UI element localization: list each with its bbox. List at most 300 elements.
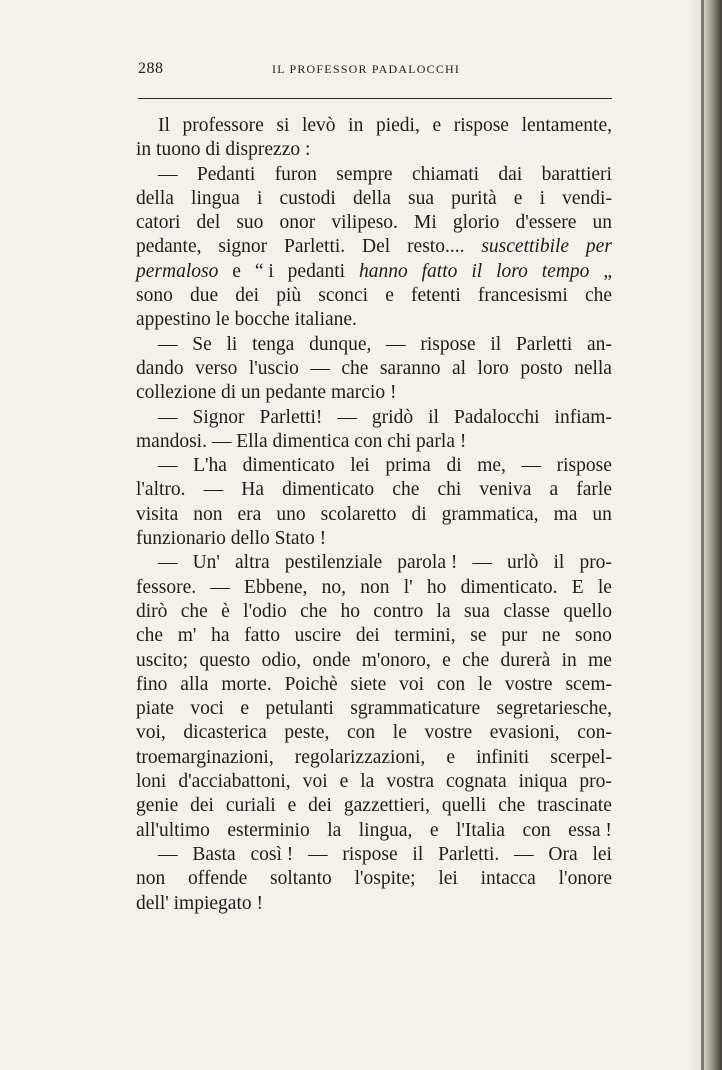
word: —	[211, 430, 232, 452]
word: che	[136, 625, 164, 647]
text-line	[136, 308, 612, 332]
word: fessore.	[136, 576, 197, 598]
word: —	[386, 333, 406, 355]
word: Parletti.	[283, 236, 346, 258]
word: peste,	[284, 722, 330, 744]
word: barattieri	[541, 163, 612, 185]
word: trascinate	[537, 795, 612, 817]
word: con	[522, 819, 551, 841]
word: Poichè	[284, 673, 338, 695]
word: ne	[541, 625, 561, 647]
page-header	[138, 60, 612, 84]
word: urlò	[507, 552, 539, 574]
word: scerpel-	[550, 746, 612, 768]
word: sempre	[336, 163, 393, 185]
text-line	[136, 843, 612, 867]
word: —	[472, 552, 492, 574]
word: purità	[451, 187, 497, 209]
word: fatto	[421, 260, 458, 282]
word: troemarginazioni,	[136, 746, 274, 768]
word: no,	[321, 576, 346, 598]
word: chiamati	[411, 163, 480, 185]
word: onde	[312, 649, 351, 671]
word: levò	[301, 115, 336, 136]
word: dirò	[136, 600, 168, 622]
word: pedanti	[287, 260, 346, 282]
word: e	[432, 115, 442, 136]
word: Signor	[192, 406, 245, 428]
word: dei	[235, 285, 260, 307]
word: dimenticato	[242, 455, 335, 477]
word: —	[337, 406, 357, 428]
word: le	[215, 309, 230, 331]
word: —	[203, 479, 224, 501]
word: in	[348, 115, 364, 136]
text-line	[136, 551, 612, 575]
word: è	[221, 600, 230, 622]
word: italiane.	[294, 309, 357, 331]
word: le	[392, 722, 407, 744]
word: d'essere	[515, 212, 577, 234]
word: sconci	[318, 285, 369, 307]
page-number: 288	[138, 60, 164, 77]
word: vilipeso.	[331, 212, 398, 234]
word: chi	[437, 479, 462, 501]
word: durerà	[500, 649, 551, 671]
word: e	[232, 260, 241, 282]
word: iniqua	[518, 771, 568, 793]
word: dei	[190, 795, 214, 817]
word: Un'	[192, 552, 220, 574]
text-line	[136, 430, 612, 454]
word: offende	[188, 868, 248, 890]
text-line	[136, 770, 612, 794]
word: gazzettieri,	[343, 795, 430, 817]
word: infiniti	[476, 746, 530, 768]
word: loro	[496, 260, 528, 282]
word: uscire	[294, 625, 342, 647]
word: Ella	[236, 430, 268, 452]
word: non	[193, 503, 223, 525]
word: L'ha	[193, 455, 227, 477]
word: Basta	[192, 843, 236, 865]
word: rispose	[453, 115, 509, 136]
word: pro-	[579, 552, 612, 574]
word: uscito;	[136, 649, 188, 671]
word: —	[210, 576, 230, 598]
word: dimenticato.	[460, 576, 558, 598]
word: essa !	[568, 819, 612, 841]
word: —	[158, 406, 178, 428]
word: segretariesche,	[496, 698, 612, 720]
word: Parletti!	[259, 406, 323, 428]
word: —	[158, 455, 178, 477]
word: pedante	[265, 382, 327, 404]
word: dello	[230, 528, 270, 550]
word: Parletti.	[438, 843, 500, 865]
word: per	[585, 236, 612, 258]
word: un	[592, 503, 612, 525]
word: che	[300, 600, 328, 622]
word: voi	[399, 673, 425, 695]
word: ho	[426, 576, 447, 598]
word: a	[549, 479, 559, 501]
word: pedante,	[136, 236, 202, 258]
word: soltanto	[270, 868, 332, 890]
word: che	[392, 479, 420, 501]
word: termini,	[394, 625, 456, 647]
word: Ha	[241, 479, 265, 501]
word: fetenti	[410, 285, 461, 307]
word: me	[588, 649, 612, 671]
body-text	[136, 114, 612, 916]
word: della	[136, 187, 174, 209]
word: hanno	[358, 260, 408, 282]
word: professore	[182, 115, 264, 136]
text-line	[136, 114, 612, 138]
word: disprezzo :	[225, 139, 311, 161]
word: sua	[408, 187, 435, 209]
word: che	[498, 795, 526, 817]
word: Del	[362, 236, 391, 258]
text-line	[136, 892, 612, 916]
text-line	[136, 697, 612, 721]
word: fino	[136, 673, 168, 695]
word: vostre	[424, 722, 473, 744]
word: che	[180, 600, 208, 622]
text-line	[136, 527, 612, 551]
word: m'onoro,	[361, 649, 431, 671]
word: i	[539, 187, 546, 209]
word: pestilenziale	[284, 552, 383, 574]
word: con	[354, 430, 383, 452]
text-line	[136, 211, 612, 235]
text-line	[136, 746, 612, 770]
text-line	[136, 260, 612, 284]
word: onor	[279, 212, 316, 234]
word: e	[446, 746, 455, 768]
word: dai	[498, 163, 523, 185]
word: le	[477, 673, 493, 695]
word: lingua,	[358, 819, 413, 841]
word: Ebbene,	[244, 576, 308, 598]
text-line	[136, 503, 612, 527]
word: il	[471, 260, 483, 282]
word: Padalocchi	[453, 406, 540, 428]
word: si	[276, 115, 290, 136]
word: quelli	[441, 795, 487, 817]
word: di	[221, 382, 237, 404]
word: gridò	[371, 406, 414, 428]
word: della	[352, 187, 391, 209]
word: appestino	[136, 309, 211, 331]
word: con	[347, 722, 376, 744]
word: —	[514, 843, 534, 865]
word: cognata	[446, 771, 507, 793]
word: due	[189, 285, 219, 307]
word: odio,	[261, 649, 302, 671]
word: al	[451, 357, 467, 379]
word: voi	[302, 771, 328, 793]
word: —	[158, 333, 178, 355]
text-line	[136, 624, 612, 648]
word: sgrammaticature	[350, 698, 481, 720]
word: e	[240, 698, 250, 720]
word: loro	[477, 357, 509, 379]
word: funzionario	[136, 528, 226, 550]
word: la	[327, 819, 342, 841]
word: saranno	[379, 357, 441, 379]
word: voi,	[136, 722, 166, 744]
word: fatto	[244, 625, 280, 647]
word: morte.	[221, 673, 272, 695]
word: vostre	[504, 673, 553, 695]
word: verso	[195, 357, 238, 379]
word: rispose	[556, 455, 612, 477]
word: rispose	[420, 333, 476, 355]
word: sua	[463, 600, 490, 622]
word: Il	[158, 115, 170, 136]
word: francesismi	[477, 285, 568, 307]
text-line	[136, 600, 612, 624]
word: l'onore	[558, 868, 612, 890]
text-line	[136, 333, 612, 357]
word: lentamente,	[521, 115, 612, 136]
word: che	[584, 285, 612, 307]
text-line	[136, 454, 612, 478]
word: chi	[387, 430, 412, 452]
word: non	[136, 868, 166, 890]
word: l'	[403, 576, 413, 598]
word: alla	[180, 673, 209, 695]
word: E	[571, 576, 584, 598]
word: era	[237, 503, 262, 525]
text-line	[136, 867, 612, 891]
word: dunque,	[309, 333, 372, 355]
word: infiam-	[554, 406, 612, 428]
text-line	[136, 284, 612, 308]
word: voci	[190, 698, 224, 720]
word: l'altro.	[136, 479, 186, 501]
word: con	[436, 673, 466, 695]
text-line	[136, 576, 612, 600]
word: l'uscio	[248, 357, 299, 379]
word: pro-	[579, 771, 612, 793]
word: esterminio	[227, 819, 310, 841]
word: l'odio	[243, 600, 287, 622]
word: marcio !	[330, 382, 397, 404]
word: suo	[236, 212, 264, 234]
word: tenga	[252, 333, 295, 355]
word: che	[462, 649, 490, 671]
word: „	[603, 260, 612, 282]
word: impiegato !	[173, 892, 263, 914]
word: parla !	[416, 430, 467, 452]
word: Stato !	[274, 528, 327, 550]
word: intacca	[480, 868, 536, 890]
word: all'ultimo	[136, 819, 210, 841]
text-line	[136, 673, 612, 697]
word: dei	[355, 625, 380, 647]
word: rispose	[342, 843, 398, 865]
word: dimenticato	[282, 479, 375, 501]
word: m'	[177, 625, 197, 647]
word: ma	[553, 503, 578, 525]
word: pur	[501, 625, 528, 647]
word: e	[513, 187, 523, 209]
word: ha	[211, 625, 230, 647]
word: il	[412, 843, 424, 865]
text-line	[136, 819, 612, 843]
word: collezione	[136, 382, 217, 404]
word: quello	[563, 600, 612, 622]
word: parola !	[397, 552, 458, 574]
word: lingua	[191, 187, 240, 209]
word: vostra	[386, 771, 434, 793]
word: lei	[592, 843, 612, 865]
word: sono	[575, 625, 612, 647]
word: farle	[576, 479, 612, 501]
word: piedi,	[375, 115, 420, 136]
word: Se	[192, 333, 212, 355]
word: mandosi.	[136, 430, 207, 452]
word: piate	[136, 698, 174, 720]
word: l'ospite;	[354, 868, 416, 890]
word: —	[158, 843, 178, 865]
word: prima	[385, 455, 431, 477]
word: dell'	[136, 892, 169, 914]
word: dicasterica	[183, 722, 267, 744]
text-line	[136, 381, 612, 405]
word: e	[339, 771, 349, 793]
word: questo	[199, 649, 251, 671]
word: dando	[136, 357, 184, 379]
text-line	[136, 357, 612, 381]
word: e	[442, 649, 451, 671]
word: curiali	[225, 795, 276, 817]
text-line	[136, 406, 612, 430]
word: petulanti	[265, 698, 334, 720]
word: scem-	[565, 673, 612, 695]
word: suscettibile	[481, 236, 570, 258]
word: e	[287, 795, 297, 817]
word: —	[521, 455, 542, 477]
word: vendi-	[562, 187, 612, 209]
word: ho	[340, 600, 361, 622]
word: Pedanti	[196, 163, 256, 185]
word: la	[360, 771, 375, 793]
text-line	[136, 187, 612, 211]
word: grammatica,	[441, 503, 539, 525]
word: e	[385, 285, 394, 307]
word: —	[158, 552, 178, 574]
word: sono	[136, 285, 173, 307]
word: con-	[577, 722, 612, 744]
text-line	[136, 235, 612, 259]
word: genie	[136, 795, 179, 817]
word: dei	[308, 795, 332, 817]
word: an-	[587, 333, 612, 355]
word: uno	[276, 503, 306, 525]
word: lei	[350, 455, 370, 477]
word: le	[597, 576, 612, 598]
word: altra	[235, 552, 270, 574]
word: scolaretto	[320, 503, 397, 525]
word: loni	[136, 771, 167, 793]
word: furon	[274, 163, 317, 185]
text-line	[136, 163, 612, 187]
word: tuono	[156, 139, 201, 161]
word: d'acciabattoni,	[178, 771, 291, 793]
word: siete	[350, 673, 387, 695]
word: lei	[438, 868, 458, 890]
word: la	[436, 600, 451, 622]
word: contro	[373, 600, 424, 622]
page-edge-line	[701, 0, 704, 1070]
text-line	[136, 794, 612, 818]
word: catori	[136, 212, 181, 234]
word: nella	[574, 357, 612, 379]
text-line	[136, 478, 612, 502]
word: di	[205, 139, 221, 161]
word: —	[308, 843, 328, 865]
word: veniva	[479, 479, 532, 501]
word: il	[553, 552, 565, 574]
page-edge-shadow	[688, 0, 722, 1070]
header-rule	[138, 98, 612, 99]
word: signor	[218, 236, 268, 258]
word: se	[470, 625, 487, 647]
word: del	[196, 212, 221, 234]
word: non	[360, 576, 390, 598]
text-line	[136, 649, 612, 673]
word: così !	[250, 843, 294, 865]
word: classe	[503, 600, 550, 622]
word: dimentica	[272, 430, 350, 452]
word: in	[561, 649, 577, 671]
word: “ i	[254, 260, 274, 282]
word: più	[276, 285, 302, 307]
word: l'Italia	[455, 819, 505, 841]
word: resto....	[407, 236, 465, 258]
word: custodi	[279, 187, 336, 209]
word: —	[310, 357, 330, 379]
word: di	[411, 503, 427, 525]
word: me,	[477, 455, 506, 477]
text-line	[136, 138, 612, 162]
word: il	[428, 406, 439, 428]
word: in	[136, 139, 152, 161]
running-title: IL PROFESSOR PADALOCCHI	[272, 62, 461, 76]
word: posto	[520, 357, 563, 379]
word: tempo	[541, 260, 590, 282]
word: un	[241, 382, 261, 404]
text-line	[136, 721, 612, 745]
word: li	[226, 333, 238, 355]
word: —	[158, 163, 178, 185]
word: Mi	[414, 212, 437, 234]
word: permaloso	[136, 260, 219, 282]
word: Parletti	[515, 333, 573, 355]
word: e	[429, 819, 439, 841]
word: regolarizzazioni,	[294, 746, 426, 768]
word: un	[592, 212, 612, 234]
word: i	[256, 187, 263, 209]
word: che	[341, 357, 369, 379]
word: di	[446, 455, 462, 477]
word: glorio	[452, 212, 500, 234]
word: visita	[136, 503, 179, 525]
